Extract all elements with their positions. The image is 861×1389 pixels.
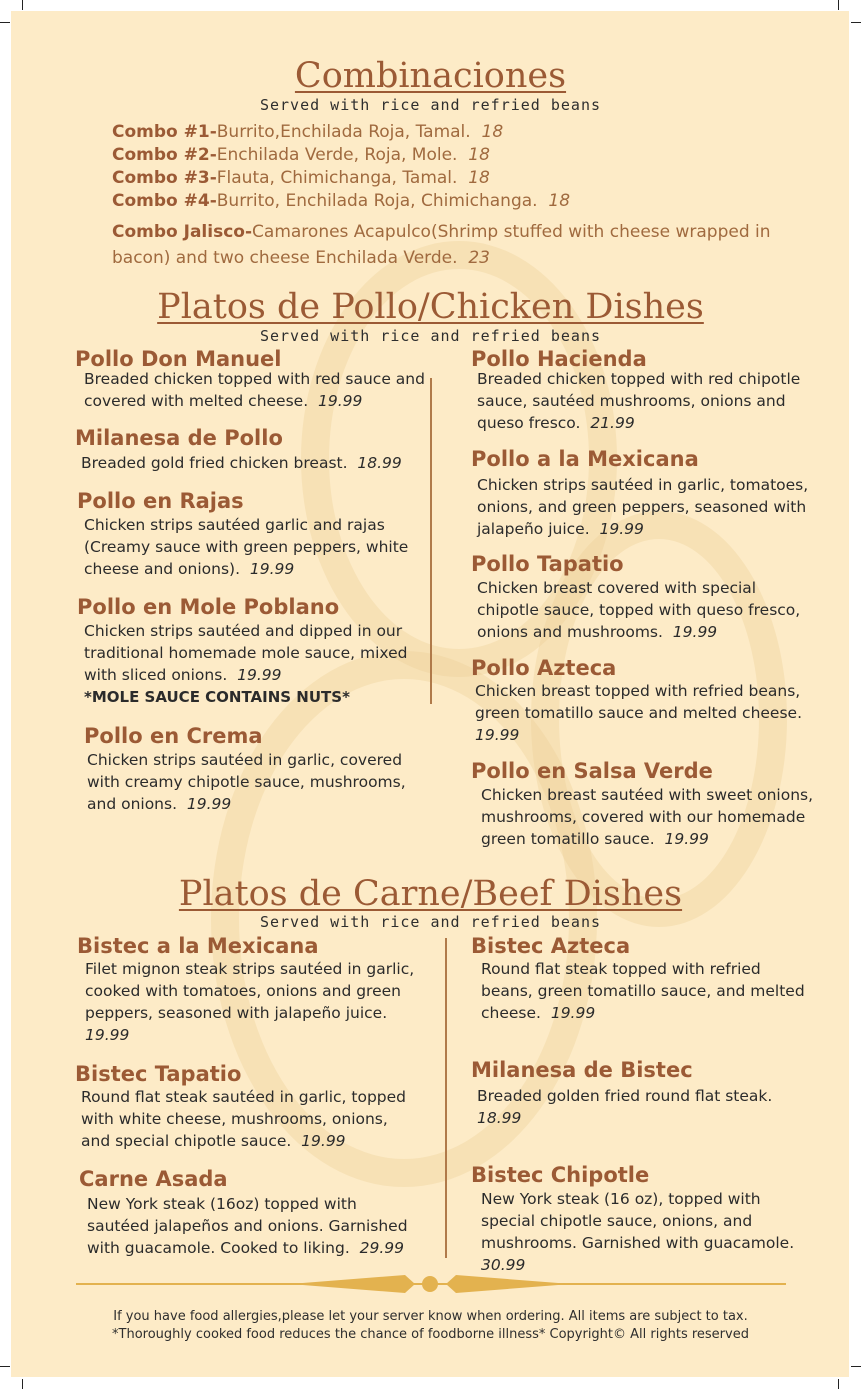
footer-copyright: *Thoroughly cooked food reduces the chance of foodborne illness* Copyright© All rights reserved — [112, 1327, 749, 1342]
dish-name: Milanesa de Bistec — [471, 1058, 693, 1082]
dish-name: Pollo en Mole Poblano — [77, 595, 340, 619]
gold-divider-ornament — [0, 1271, 861, 1301]
dish-description: Chicken strips sautéed and dipped in our traditional homemade mole sauce, mixed with sliced onions. 19.99 — [84, 622, 408, 684]
dish-price: 18.99 — [477, 1109, 522, 1127]
section-subtitle: Served with rice and refried beans — [259, 913, 602, 931]
dish-price: 19.99 — [664, 830, 709, 848]
section-subtitle: Served with rice and refried beans — [259, 327, 602, 345]
section-title-beef: Platos de Carne/Beef Dishes — [178, 874, 683, 914]
crop-mark — [22, 0, 23, 10]
dish-description: New York steak (16 oz), topped with special chipotle sauce, onions, and mushrooms. Garnished with guacamole. 30.99 — [481, 1190, 795, 1274]
dish-name: Pollo Don Manuel — [75, 347, 282, 371]
combo-item — [112, 122, 503, 142]
combo-item — [112, 191, 570, 211]
combo-jalisco — [112, 219, 812, 271]
crop-mark — [0, 22, 10, 23]
combo-price: 18 — [468, 145, 490, 165]
dish-name: Pollo en Salsa Verde — [471, 759, 713, 783]
dish-price: 19.99 — [318, 392, 363, 410]
combo-desc: Flauta, Chimichanga, Tamal. — [216, 168, 458, 188]
dish-price: 19.99 — [301, 1132, 346, 1150]
dish-price: 18.99 — [357, 454, 402, 472]
combo-desc: Burrito,Enchilada Roja, Tamal. — [216, 122, 471, 142]
dish-description: Chicken strips sautéed garlic and rajas (Creamy sauce with green peppers, white cheese and onions). 19.99 — [84, 516, 409, 578]
combo-name: Combo #1- — [112, 122, 217, 142]
dish-name: Bistec a la Mexicana — [77, 934, 319, 958]
dish-name: Pollo Azteca — [471, 656, 617, 680]
dish-description: Chicken strips sautéed in garlic, covered with creamy chipotle sauce, mushrooms, and onions. 19.99 — [87, 751, 406, 813]
dish-name: Pollo a la Mexicana — [471, 447, 699, 471]
dish-name: Bistec Tapatio — [75, 1062, 242, 1086]
combo-item — [112, 168, 490, 188]
dish-name: Pollo Hacienda — [471, 347, 647, 371]
dish-name: Pollo en Rajas — [77, 489, 244, 513]
dish-description: Breaded chicken topped with red chipotle sauce, sautéed mushrooms, onions and queso fresco. 21.99 — [477, 370, 801, 432]
column-divider — [445, 938, 447, 1258]
section-subtitle: Served with rice and refried beans — [259, 96, 602, 114]
combo-name: Combo #4- — [112, 191, 217, 211]
combo-desc: Burrito, Enchilada Roja, Chimichanga. — [216, 191, 538, 211]
dish-description: Chicken breast sautéed with sweet onions, mushrooms, covered with our homemade green tomatillo sauce. 19.99 — [481, 786, 814, 848]
crop-mark — [838, 1379, 839, 1389]
combo-name: Combo #2- — [112, 145, 217, 165]
dish-name: Pollo en Crema — [84, 724, 263, 748]
dish-name: Bistec Azteca — [471, 934, 631, 958]
dish-price: 19.99 — [186, 795, 232, 813]
combo-desc: Camarones Acapulco(Shrimp stuffed with cheese wrapped in bacon) and two cheese Enchilada Verde. — [112, 222, 771, 268]
combo-item — [112, 145, 490, 165]
crop-mark — [838, 0, 839, 10]
dish-description: Round flat steak sautéed in garlic, topped with white cheese, mushrooms, onions, and special chipotle sauce. 19.99 — [81, 1088, 407, 1150]
dish-name: Bistec Chipotle — [471, 1163, 650, 1187]
crop-mark — [851, 22, 861, 23]
combo-price: 23 — [468, 248, 490, 268]
crop-mark — [22, 1379, 23, 1389]
dish-description: New York steak (16oz) topped with sautéed jalapeños and onions. Garnished with guacamole. Cooked to liking. 29.99 — [87, 1195, 408, 1257]
dish-description: Breaded gold fried chicken breast. 18.99 — [81, 454, 402, 472]
dish-price: 19.99 — [475, 726, 520, 744]
dish-price: 19.99 — [85, 1026, 130, 1044]
dish-price: 19.99 — [672, 623, 718, 641]
column-divider — [430, 378, 432, 704]
dish-price: 29.99 — [359, 1239, 404, 1257]
allergen-warning: *MOLE SAUCE CONTAINS NUTS* — [84, 688, 350, 706]
combo-name: Combo #3- — [112, 168, 217, 188]
combo-desc: Enchilada Verde, Roja, Mole. — [216, 145, 458, 165]
dish-price: 21.99 — [590, 414, 635, 432]
footer-allergy-note: If you have food allergies,please let your server know when ordering. All items are subject to tax. — [113, 1309, 748, 1324]
dish-price: 19.99 — [237, 666, 282, 684]
crop-mark — [0, 1366, 10, 1367]
dish-description: Chicken strips sautéed in garlic, tomatoes, onions, and green peppers, seasoned with jalapeño juice. 19.99 — [477, 476, 809, 538]
dish-name: Carne Asada — [79, 1167, 228, 1191]
dish-price: 19.99 — [599, 520, 644, 538]
dish-description: Breaded golden fried round flat steak. 18.99 — [477, 1087, 773, 1127]
dish-name: Milanesa de Pollo — [75, 426, 283, 450]
combo-name: Combo Jalisco- — [112, 222, 253, 242]
dish-description: Chicken breast topped with refried beans, green tomatillo sauce and melted cheese. 19.99 — [475, 682, 803, 744]
combo-price: 18 — [481, 122, 504, 142]
combo-price: 18 — [548, 191, 571, 211]
section-title-combinaciones: Combinaciones — [294, 56, 567, 96]
dish-description: Filet mignon steak strips sautéed in garlic, cooked with tomatoes, onions and green peppers, seasoned with jalapeño juice. 19.99 — [85, 960, 415, 1044]
dish-description: Chicken breast covered with special chipotle sauce, topped with queso fresco, onions and mushrooms. 19.99 — [477, 579, 801, 641]
section-title-chicken: Platos de Pollo/Chicken Dishes — [157, 287, 704, 327]
dish-price: 30.99 — [481, 1256, 526, 1274]
dish-description: Round flat steak topped with refried beans, green tomatillo sauce, and melted cheese. 19.99 — [481, 960, 805, 1022]
dish-price: 19.99 — [550, 1004, 596, 1022]
dish-price: 19.99 — [249, 560, 295, 578]
dish-name: Pollo Tapatio — [471, 552, 624, 576]
combo-price: 18 — [468, 168, 490, 188]
crop-mark — [851, 1366, 861, 1367]
dish-description: Breaded chicken topped with red sauce and covered with melted cheese. 19.99 — [84, 370, 425, 410]
